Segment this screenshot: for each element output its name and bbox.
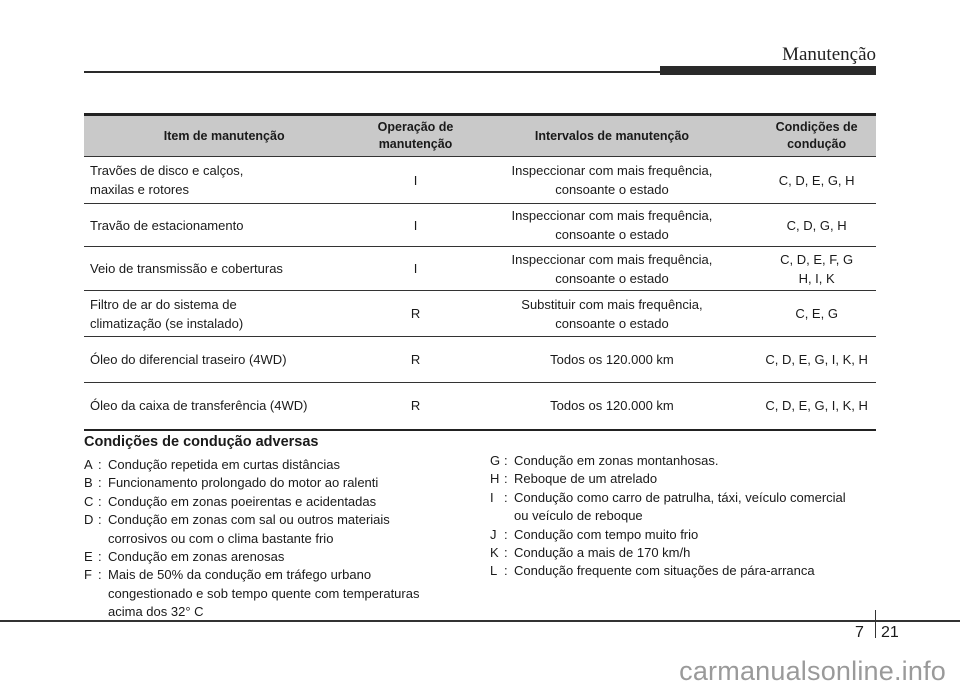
operation-cell: I xyxy=(364,204,466,247)
interval-cell: Substituir com mais frequência, consoante o estado xyxy=(467,291,758,337)
column-header-conditions: Condições de condução xyxy=(757,115,876,157)
list-item: E : Condução em zonas arenosas xyxy=(84,549,285,565)
operation-cell: I xyxy=(364,247,466,291)
operation-cell: R xyxy=(364,337,466,383)
header-rule xyxy=(84,71,660,73)
operation-cell: R xyxy=(364,383,466,430)
item-cell: Travão de estacionamento xyxy=(84,204,364,247)
interval-cell: Inspeccionar com mais frequência, consoante o estado xyxy=(467,247,758,291)
item-cell: Óleo da caixa de transferência (4WD) xyxy=(84,383,364,430)
table-row xyxy=(84,204,876,247)
table-row xyxy=(84,291,876,337)
list-item: C : Condução em zonas poeirentas e acidentadas xyxy=(84,493,377,509)
item-cell: Veio de transmissão e coberturas xyxy=(84,247,364,291)
list-item: L : Condução frequente com situações de pára-arranca xyxy=(490,563,815,579)
column-header-interval: Intervalos de manutenção xyxy=(467,115,758,157)
column-header-operation: Operação de manutenção xyxy=(364,115,466,157)
table-row xyxy=(84,383,876,430)
conditions-cell: C, D, E, G, I, K, H xyxy=(757,337,876,383)
list-item: J : Condução com tempo muito frio xyxy=(490,526,699,542)
table-row xyxy=(84,337,876,383)
item-cell: Óleo do diferencial traseiro (4WD) xyxy=(84,337,364,383)
operation-cell: R xyxy=(364,291,466,337)
conditions-cell: C, D, E, F, G H, I, K xyxy=(757,247,876,291)
conditions-cell: C, D, G, H xyxy=(757,204,876,247)
table-header-row xyxy=(84,115,876,157)
list-item: A : Condução repetida em curtas distâncias xyxy=(84,457,340,472)
conditions-cell: C, E, G xyxy=(757,291,876,337)
watermark-text: carmanualsonline.info xyxy=(679,656,946,686)
operation-cell: I xyxy=(364,157,466,204)
conditions-cell: C, D, E, G, I, K, H xyxy=(757,383,876,430)
interval-cell: Todos os 120.000 km xyxy=(467,383,758,430)
section-title: Condições de condução adversas xyxy=(84,434,319,450)
page-number: 21 xyxy=(881,624,899,641)
chapter-number: 7 xyxy=(855,624,864,641)
list-item: H : Reboque de um atrelado xyxy=(490,471,658,487)
interval-cell: Inspeccionar com mais frequência, consoante o estado xyxy=(467,204,758,247)
chapter-title: Manutenção xyxy=(782,44,876,65)
list-item: K : Condução a mais de 170 km/h xyxy=(490,545,691,561)
interval-cell: Todos os 120.000 km xyxy=(467,337,758,383)
table-row xyxy=(84,157,876,204)
conditions-cell: C, D, E, G, H xyxy=(757,157,876,204)
conditions-list-right xyxy=(490,452,880,581)
interval-cell: Inspeccionar com mais frequência, consoante o estado xyxy=(467,157,758,204)
item-cell: Filtro de ar do sistema de climatização (se instalado) xyxy=(84,291,364,337)
column-header-item: Item de manutenção xyxy=(84,115,364,157)
list-item: D : Condução em zonas com sal ou outros materiais corrosivos ou com o clima bastante frio xyxy=(84,512,390,546)
list-item: I : Condução como carro de patrulha, táxi, veículo comercial ou veículo de reboque xyxy=(490,489,846,524)
list-item: F : Mais de 50% da condução em tráfego urbano congestionado e sob tempo quente com temperaturas acima dos 32° C xyxy=(84,567,420,620)
maintenance-table xyxy=(84,113,876,431)
header-rule-thick xyxy=(660,66,876,75)
footer-divider xyxy=(875,610,876,638)
conditions-list-left xyxy=(84,456,464,622)
list-item: G : Condução em zonas montanhosas. xyxy=(490,453,719,468)
item-cell: Travões de disco e calços, maxilas e rotores xyxy=(84,157,364,204)
list-item: B : Funcionamento prolongado do motor ao ralenti xyxy=(84,475,379,491)
table-row xyxy=(84,247,876,291)
footer-rule xyxy=(0,620,960,622)
